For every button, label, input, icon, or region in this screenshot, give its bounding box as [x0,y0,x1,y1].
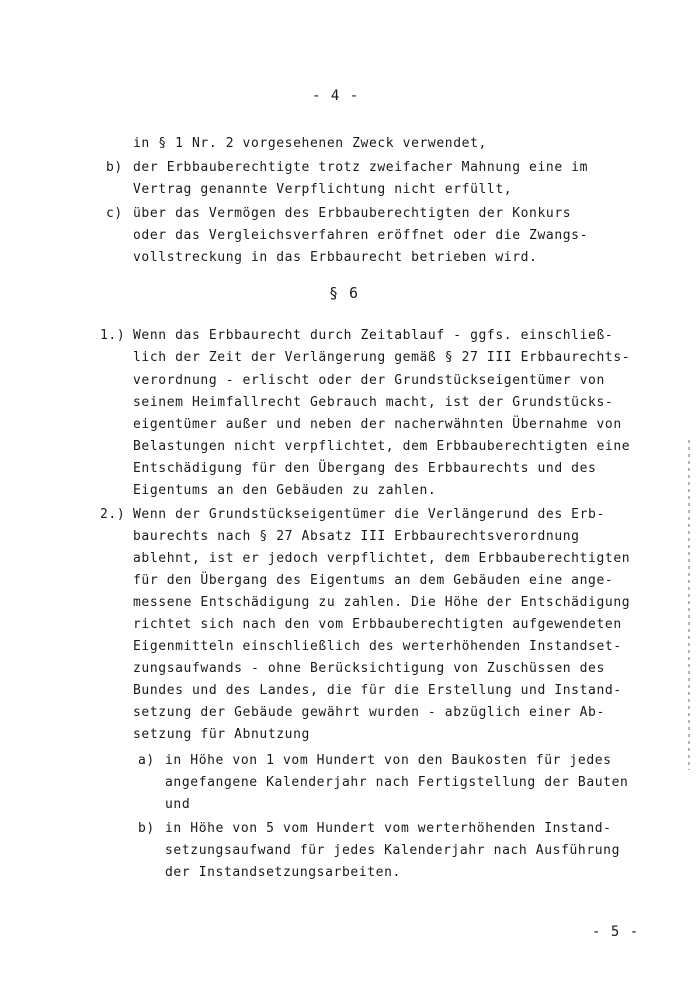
list-c-line-2: oder das Vergleichsverfahren eröffnet oder die Zwangs- [133,228,589,243]
sub-b-line-3: der Instandsetzungsarbeiten. [165,865,401,880]
list-b-line-1: der Erbbauberechtigte trotz zweifacher Mahnung eine im [133,160,589,175]
para2-line-10: setzung der Gebäude gewährt wurden - abzüglich einer Ab- [133,705,605,720]
sub-a-line-1: in Höhe von 1 vom Hundert von den Baukosten für jedes [165,753,612,768]
list-marker-c: c) [106,206,123,221]
para1-line-7: Entschädigung für den Übergang des Erbbaurechts und des [133,461,597,476]
scan-edge-artifact [688,440,690,770]
para2-marker: 2.) [100,507,126,522]
intro-line-1: in § 1 Nr. 2 vorgesehenen Zweck verwendet, [133,136,487,151]
next-page-indicator: - 5 - [592,924,640,940]
para2-line-6: richtet sich nach den vom Erbbauberechtigten aufgewendeten [133,617,622,632]
para1-line-2: lich der Zeit der Verlängerung gemäß § 27 III Erbbaurechts- [133,350,631,365]
page-number: - 4 - [312,88,360,104]
para2-line-11: setzung für Abnutzung [133,727,310,742]
sub-marker-a: a) [138,753,155,768]
section-heading: § 6 [329,284,360,302]
list-c-line-3: vollstreckung in das Erbbaurecht betrieben wird. [133,250,538,265]
para1-line-5: eigentümer außer und neben der nacherwähnten Übernahme von [133,417,622,432]
para1-line-6: Belastungen nicht verpflichtet, dem Erbbauberechtigten eine [133,439,631,454]
para1-line-1: Wenn das Erbbaurecht durch Zeitablauf - ggfs. einschließ- [133,328,614,343]
para2-line-8: zungsaufwands - ohne Berücksichtigung von Zuschüssen des [133,661,605,676]
para1-marker: 1.) [100,328,126,343]
para2-line-4: für den Übergang des Eigentums an dem Gebäuden eine ange- [133,573,614,588]
para2-line-9: Bundes und des Landes, die für die Erstellung und Instand- [133,683,622,698]
para2-line-1: Wenn der Grundstückseigentümer die Verlängerund des Erb- [133,507,605,522]
para1-line-4: seinem Heimfallrecht Gebrauch macht, ist der Grundstücks- [133,395,614,410]
para2-line-5: messene Entschädigung zu zahlen. Die Höhe der Entschädigung [133,595,631,610]
sub-a-line-2: angefangene Kalenderjahr nach Fertigstellung der Bauten [165,775,629,790]
para1-line-3: verordnung - erlischt oder der Grundstückseigentümer von [133,373,605,388]
para2-line-7: Eigenmitteln einschließlich des werterhöhenden Instandset- [133,639,622,654]
para2-line-2: baurechts nach § 27 Absatz III Erbbaurechtsverordnung [133,529,580,544]
sub-marker-b: b) [138,821,155,836]
sub-b-line-1: in Höhe von 5 vom Hundert vom werterhöhenden Instand- [165,821,612,836]
para1-line-8: Eigentums an den Gebäuden zu zahlen. [133,483,437,498]
sub-a-line-3: und [165,797,191,812]
list-b-line-2: Vertrag genannte Verpflichtung nicht erfüllt, [133,182,513,197]
sub-b-line-2: setzungsaufwand für jedes Kalenderjahr nach Ausführung [165,843,621,858]
list-marker-b: b) [106,160,123,175]
para2-line-3: ablehnt, ist er jedoch verpflichtet, dem Erbbauberechtigten [133,551,631,566]
list-c-line-1: über das Vermögen des Erbbauberechtigten der Konkurs [133,206,572,221]
